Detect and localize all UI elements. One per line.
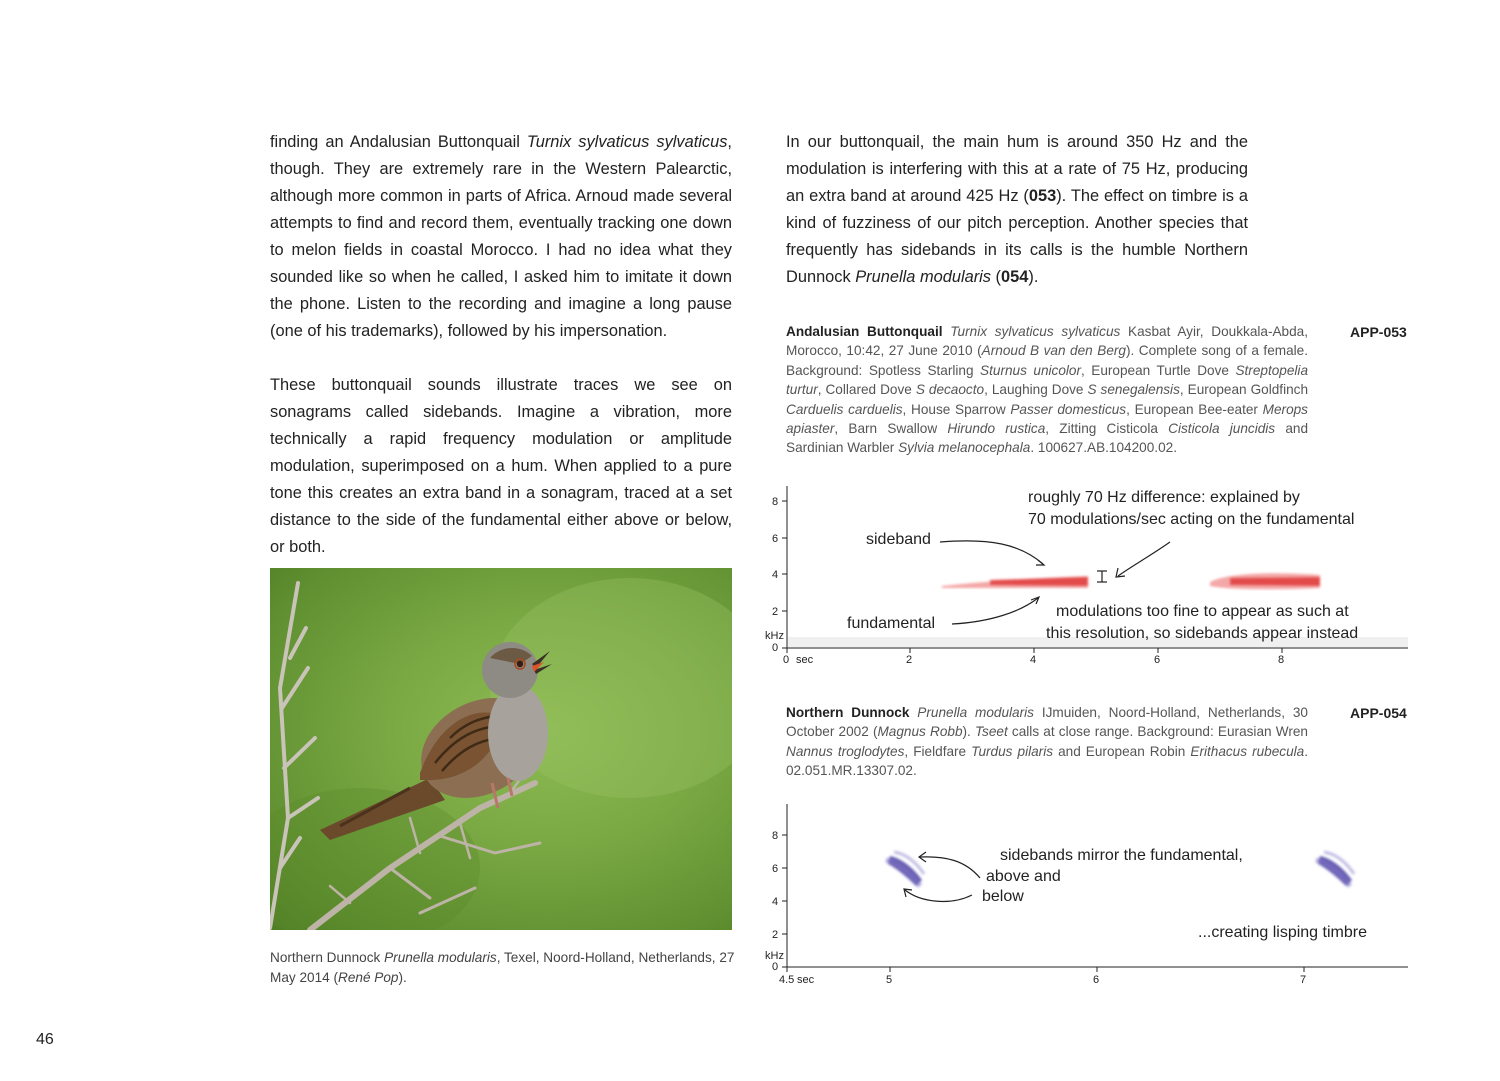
sonagram-054 — [760, 800, 1420, 990]
y-tick-label: 0 — [772, 961, 779, 973]
text-run: , Texel, Noord-Holland, Netherlands, 27 May 2014 ( — [270, 950, 735, 985]
text-run: calls at close range. Background: Eurasian Wren — [1007, 724, 1308, 740]
text-run: Sylvia melanocephala — [898, 440, 1031, 456]
y-unit-label: kHz — [765, 630, 784, 642]
text-run: and European Robin — [1053, 743, 1191, 759]
text-run: 054 — [1001, 268, 1029, 286]
recording-description-054 — [786, 703, 1308, 781]
x-tick-label: 7 — [1300, 974, 1307, 986]
text-run: Hirundo rustica — [947, 421, 1046, 437]
annotation-lisping-timbre: ...creating lisping timbre — [1198, 924, 1367, 941]
text-run: Northern Dunnock — [270, 950, 385, 965]
text-run: Streptopelia turtur — [786, 362, 1309, 398]
text-run: Tseet — [975, 724, 1008, 740]
text-run: Magnus Robb — [877, 724, 963, 740]
y-tick-label: 8 — [772, 496, 779, 508]
x-tick-label: 2 — [906, 654, 913, 666]
text-run: Cisticola juncidis — [1168, 421, 1276, 437]
text-run: Erithacus rubecula — [1190, 743, 1305, 759]
x-tick-label: 8 — [1278, 654, 1285, 666]
sonagram-053 — [760, 482, 1420, 668]
text-run: Prunella modularis — [855, 268, 991, 286]
y-tick-label: 0 — [772, 642, 779, 654]
text-run: Andalusian Buttonquail — [786, 324, 943, 339]
x-ticks — [783, 648, 1284, 666]
text-run: IJmuiden, Noord-Holland, Netherlands, 30 October 2002 ( — [786, 705, 1308, 740]
song-trace-1 — [942, 576, 1088, 588]
page-number: 46 — [36, 1031, 54, 1048]
text-run: S senegalensis — [1087, 382, 1180, 398]
annotation-mirror-line2: above and — [986, 868, 1061, 885]
text-run: . 100627.AB.104200.02. — [1030, 440, 1177, 456]
text-run: Prunella modularis — [917, 705, 1034, 720]
text-run: Nannus troglodytes — [786, 743, 905, 759]
interval-marker — [1097, 571, 1107, 582]
left-text-column — [270, 129, 732, 588]
paragraph-buttonquail-intro — [270, 129, 732, 345]
text-run: These buttonquail sounds illustrate traces we see on sonagrams called sidebands. Imagine a vibration, more technically a rapid frequency modulation or amplitude modulation, superimposed on a hum. When applied to a pure tone this creates an extra band in a sonagram, traced at a set distance to the side of the fundamental either above or below, or both. — [270, 376, 732, 556]
annotation-mirror-line3: below — [982, 888, 1024, 905]
text-run: ). The effect on timbre is a kind of fuzziness of our pitch perception. Another species that frequently has sidebands in its calls is the humble Northern Dunnock — [786, 187, 1248, 286]
annotation-resolution-line1: modulations too fine to appear as such at — [1056, 603, 1349, 620]
annotation-resolution-line2: this resolution, so sidebands appear instead — [1046, 625, 1359, 642]
y-tick-label: 8 — [772, 830, 779, 842]
text-run: Carduelis carduelis — [786, 401, 903, 417]
text-run: 053 — [1028, 187, 1057, 205]
text-run: Sturnus unicolor — [980, 362, 1081, 378]
x-unit-label: sec — [796, 654, 814, 666]
text-run: ). — [398, 970, 407, 985]
text-run: , European Turtle Dove — [1081, 362, 1236, 378]
text-run: Turdus pilaris — [971, 743, 1054, 759]
recording-code-053: APP-053 — [1350, 324, 1407, 340]
x-unit-label: sec — [797, 974, 815, 986]
photo-caption — [270, 948, 736, 988]
y-ticks — [765, 830, 787, 973]
text-run: ( — [991, 268, 1002, 286]
recording-code-054: APP-054 — [1350, 705, 1407, 721]
y-tick-label: 4 — [772, 896, 779, 908]
x-ticks — [779, 967, 1306, 986]
x-tick-label: 5 — [886, 974, 893, 986]
text-run: In our buttonquail, the main hum is around 350 Hz and the modulation is interfering with this at a rate of 75 Hz, producing an extra band at around 425 Hz ( — [786, 133, 1248, 205]
text-run: , Fieldfare — [904, 743, 972, 759]
y-tick-label: 6 — [772, 863, 779, 875]
text-run: , European Bee-eater — [1126, 401, 1263, 417]
annotation-fundamental: fundamental — [847, 615, 936, 632]
song-trace-2 — [1210, 573, 1320, 589]
text-run: . 02.051.MR.13307.02. — [786, 743, 1309, 779]
y-tick-label: 6 — [772, 533, 779, 545]
paragraph-sidebands-explanation — [270, 372, 732, 561]
recording-description-053 — [786, 322, 1308, 458]
text-run: , Collared Dove — [817, 382, 916, 398]
text-run: Arnoud B van den Berg — [981, 343, 1126, 359]
text-run: , European Goldfinch — [1179, 382, 1309, 398]
text-run: Kasbat Ayir, Doukkala-Abda, Morocco, 10:42, 27 June 2010 ( — [786, 324, 1309, 359]
x-tick-label: 0 — [783, 654, 790, 666]
text-run: , Zitting Cisticola — [1045, 421, 1169, 437]
text-run: Northern Dunnock — [786, 705, 910, 720]
x-tick-label: 6 — [1154, 654, 1161, 666]
annotation-hz-difference-line1: roughly 70 Hz difference: explained by — [1028, 489, 1300, 506]
text-run: Turnix sylvaticus sylvaticus — [950, 324, 1121, 339]
y-ticks — [765, 496, 787, 654]
text-run: Merops apiaster — [786, 401, 1308, 437]
paragraph-sideband-frequencies — [786, 129, 1248, 291]
annotation-hz-difference-line2: 70 modulations/sec acting on the fundamental — [1028, 511, 1355, 528]
x-tick-label: 6 — [1093, 974, 1100, 986]
text-run: , Laughing Dove — [984, 382, 1088, 398]
text-run: Passer domesticus — [1010, 401, 1127, 417]
text-run: René Pop — [338, 970, 399, 985]
x-tick-label: 4 — [1030, 654, 1037, 666]
text-run: ). Complete song of a female. Background: Spotless Starling — [786, 343, 1308, 378]
text-run: Turnix sylvaticus sylvaticus — [526, 133, 728, 151]
text-run: and Sardinian Warbler — [786, 421, 1309, 456]
text-run: Prunella modularis — [384, 950, 497, 965]
y-tick-label: 2 — [772, 929, 779, 941]
y-tick-label: 4 — [772, 569, 779, 581]
text-run: , Barn Swallow — [834, 421, 948, 437]
text-run: finding an Andalusian Buttonquail — [270, 133, 527, 151]
annotation-mirror-line1: sidebands mirror the fundamental, — [1000, 847, 1243, 864]
text-run: ). — [1028, 268, 1039, 286]
tseet-call-2 — [1316, 852, 1354, 886]
text-run: ). — [962, 724, 975, 740]
text-run: S decaocto — [915, 382, 985, 398]
annotation-sideband: sideband — [866, 531, 931, 548]
dunnock-photo — [270, 568, 732, 930]
text-run: , House Sparrow — [902, 401, 1011, 417]
right-text-column — [786, 129, 1248, 318]
text-run: , though. They are extremely rare in the Western Palearctic, although more common in parts of Africa. Arnoud made several attempts to find and record them, eventually tracking one down to melon fields in coastal Morocco. I had no idea what they sounded like so when he called, I asked him to imitate it down the phone. Listen to the recording and imagine a long pause (one of his trademarks), followed by his impersonation. — [270, 133, 732, 340]
y-unit-label: kHz — [765, 950, 784, 962]
x-tick-label: 4.5 — [779, 974, 795, 986]
y-tick-label: 2 — [772, 606, 779, 618]
